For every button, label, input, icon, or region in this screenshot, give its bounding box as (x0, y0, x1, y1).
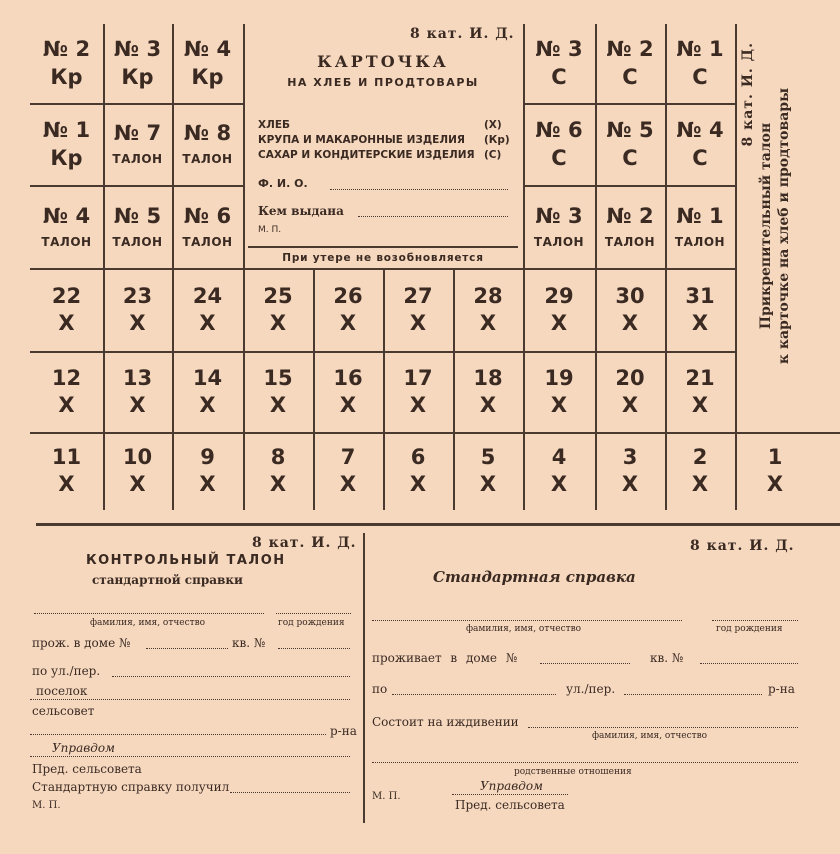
day-coupon: 3 Х (621, 445, 639, 496)
cert-po-label: по (372, 682, 388, 696)
cert-birth-field[interactable] (712, 620, 798, 621)
control-council-label: сельсовет (32, 704, 95, 718)
card-item-sugar: САХАР И КОНДИТЕРСКИЕ ИЗДЕЛИЯ (258, 149, 475, 161)
day-coupon: 11 Х (51, 445, 82, 496)
cert-apt-field[interactable] (700, 663, 798, 664)
coupon-s-1: № 1 С (676, 37, 724, 89)
control-apt-label: кв. № (232, 636, 266, 650)
day-coupon: 5 Х (479, 445, 497, 496)
control-fio-field[interactable] (34, 613, 264, 614)
coupon-kr-2: № 2 Кр (42, 37, 91, 89)
control-house-label: прож. в доме № (32, 636, 131, 650)
control-received-field[interactable] (230, 792, 350, 793)
control-apt-field[interactable] (278, 648, 350, 649)
card-mp: М. П. (258, 225, 282, 235)
control-received: Стандартную справку получил (32, 780, 230, 794)
side-line2: к карточке на хлеб и продтовары (776, 87, 792, 365)
control-manager: Управдом (52, 741, 115, 755)
cert-birth-label: год рождения (716, 624, 783, 634)
control-chairman: Пред. сельсовета (32, 762, 142, 776)
fio-label: Ф. И. О. (258, 177, 308, 190)
coupon-talon-1: № 1 ТАЛОН (674, 203, 726, 249)
issued-label: Кем выдана (258, 204, 344, 218)
card-category: 8 кат. И. Д. (410, 26, 515, 42)
control-mp: М. П. (32, 800, 61, 811)
code-bread: (Х) (484, 119, 502, 131)
day-coupon: 7 Х (339, 445, 357, 496)
card-subtitle: НА ХЛЕБ И ПРОДТОВАРЫ (287, 76, 479, 89)
control-street-label: по ул./пер. (32, 664, 101, 678)
control-village-label: поселок (36, 684, 88, 698)
side-talon (740, 36, 800, 416)
code-sugar: (С) (484, 149, 502, 161)
coupon-s-5: № 5 С (606, 117, 654, 170)
coupon-talon-2: № 2 ТАЛОН (604, 203, 656, 249)
cert-chairman: Пред. сельсовета (455, 798, 565, 812)
divider (363, 533, 365, 823)
code-groats: (Кр) (484, 134, 510, 146)
day-coupon: 21 Х (685, 365, 715, 417)
notice-rule (248, 246, 518, 248)
control-house-field[interactable] (146, 648, 228, 649)
coupon-kr-1: № 1 Кр (42, 117, 91, 170)
day-coupon: 14 Х (192, 365, 223, 417)
cert-district-label: р-на (768, 682, 795, 696)
side-line1: Прикрепительный талон (758, 122, 774, 330)
coupon-s-3: № 3 С (535, 37, 583, 89)
day-coupon: 25 Х (263, 283, 293, 335)
coupon-talon-7: № 7 ТАЛОН (112, 121, 163, 166)
cert-manager-field[interactable] (452, 794, 568, 795)
side-category: 8 кат. И. Д. (740, 42, 756, 147)
cert-house-field[interactable] (540, 663, 630, 664)
certificate-title: Стандартная справка (433, 568, 636, 586)
cert-street-field[interactable] (624, 694, 762, 695)
card-item-groats: КРУПА И МАКАРОННЫЕ ИЗДЕЛИЯ (258, 134, 465, 146)
fio-field[interactable] (330, 189, 508, 190)
control-fio-label: фамилия, имя, отчество (90, 618, 206, 628)
control-village-field[interactable] (30, 699, 350, 700)
day-coupon: 27 Х (403, 283, 433, 335)
coupon-s-6: № 6 С (535, 117, 583, 170)
control-birth-field[interactable] (276, 613, 351, 614)
day-coupon: 6 Х (409, 445, 427, 496)
cert-dependent-field[interactable] (528, 727, 798, 728)
day-coupon: 18 Х (473, 365, 503, 417)
coupon-kr-4: № 4 Кр (183, 37, 232, 89)
card-items (258, 118, 475, 163)
cert-fio-field[interactable] (372, 620, 682, 621)
control-street-field[interactable] (112, 676, 350, 677)
day-coupon: 23 Х (122, 283, 153, 335)
cert-mp: М. П. (372, 791, 401, 802)
issued-field[interactable] (358, 216, 508, 217)
control-category: 8 кат. И. Д. (252, 535, 357, 551)
day-coupon: 16 Х (333, 365, 363, 417)
control-district-field[interactable] (30, 734, 326, 735)
day-coupon: 2 Х (691, 445, 709, 496)
cert-relation-field[interactable] (372, 762, 798, 763)
day-coupon: 28 Х (473, 283, 503, 335)
card-item-bread: ХЛЕБ (258, 119, 290, 131)
cert-apt-label: кв. № (650, 651, 684, 665)
day-coupon: 15 Х (263, 365, 293, 417)
coupon-talon-5: № 5 ТАЛОН (112, 203, 163, 249)
coupon-kr-3: № 3 Кр (113, 37, 162, 89)
cut-line (36, 523, 840, 526)
coupon-talon-6: № 6 ТАЛОН (182, 203, 233, 249)
cert-dependent-label: Состоит на иждивении (372, 715, 519, 729)
day-coupon: 31 Х (685, 283, 715, 335)
day-coupon: 9 Х (199, 445, 216, 496)
day-coupon: 8 Х (269, 445, 287, 496)
cert-lives-label: проживает в доме № (372, 651, 518, 665)
card-item-codes (484, 118, 510, 163)
control-district-label: р-на (330, 724, 357, 738)
card-title: КАРТОЧКА (317, 52, 449, 71)
control-title: КОНТРОЛЬНЫЙ ТАЛОН (86, 553, 286, 568)
cert-relation-label: родственные отношения (514, 767, 632, 777)
day-coupon: 10 Х (122, 445, 153, 496)
day-coupon: 4 Х (550, 445, 568, 496)
certificate-category: 8 кат. И. Д. (690, 538, 795, 554)
day-coupon: 1 Х (766, 445, 784, 496)
cert-po-field[interactable] (392, 694, 556, 695)
control-manager-field[interactable] (30, 756, 350, 757)
cert-manager: Управдом (480, 779, 543, 793)
cert-fio2-label: фамилия, имя, отчество (592, 731, 708, 741)
coupon-s-4: № 4 С (676, 117, 724, 170)
day-coupon: 22 Х (51, 283, 82, 335)
coupon-talon-4: № 4 ТАЛОН (41, 203, 92, 249)
day-coupon: 12 Х (51, 365, 82, 417)
cert-fio-label: фамилия, имя, отчество (466, 624, 582, 634)
coupon-s-2: № 2 С (606, 37, 654, 89)
day-coupon: 19 Х (544, 365, 574, 417)
cert-street-label: ул./пер. (566, 682, 616, 696)
day-coupon: 30 Х (615, 283, 645, 335)
day-coupon: 26 Х (333, 283, 363, 335)
day-coupon: 13 Х (122, 365, 153, 417)
day-coupon: 24 Х (192, 283, 223, 335)
coupon-talon-3: № 3 ТАЛОН (533, 203, 585, 249)
day-coupon: 29 Х (544, 283, 574, 335)
coupon-talon-8: № 8 ТАЛОН (182, 121, 233, 166)
control-subtitle: стандартной справки (92, 573, 243, 587)
lost-notice: При утере не возобновляется (282, 252, 484, 264)
day-coupon: 20 Х (615, 365, 645, 417)
control-birth-label: год рождения (278, 618, 345, 628)
day-coupon: 17 Х (403, 365, 433, 417)
